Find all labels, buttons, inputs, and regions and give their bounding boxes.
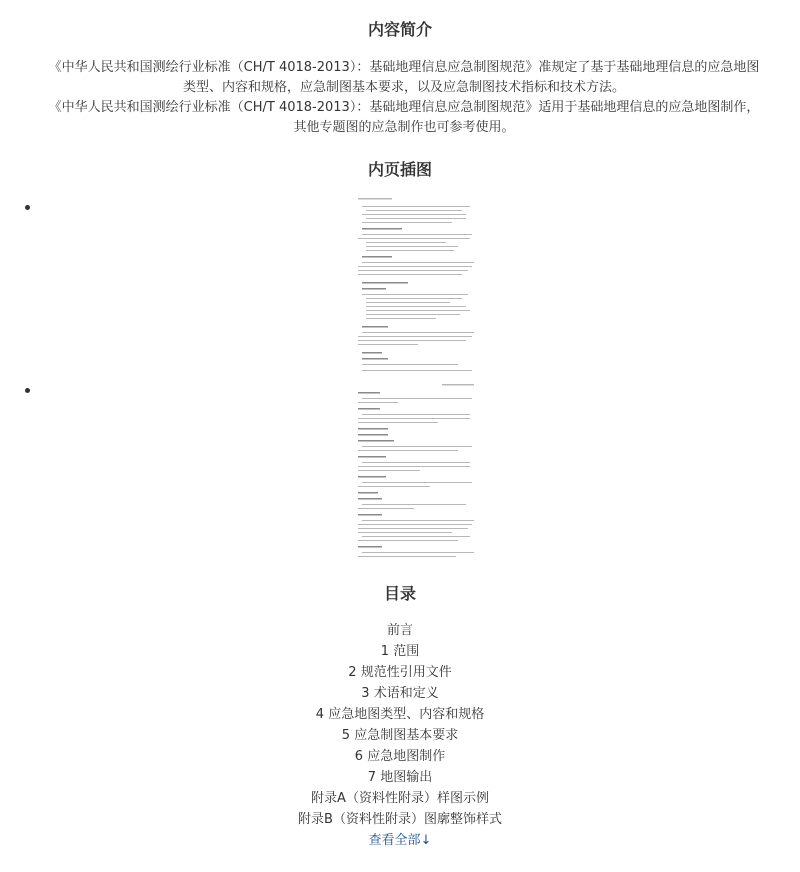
intro-paragraph-2-line-1: 《中华人民共和国测绘行业标准（CH/T 4018-2013）：基础地理信息应急制图规范》适用于基础地理信息的应急地图制作， xyxy=(48,100,760,115)
intro-paragraph-1 xyxy=(24,58,784,98)
page-thumbnail-2[interactable] xyxy=(354,380,478,562)
list-bullet xyxy=(25,388,30,393)
table-of-contents xyxy=(0,620,800,851)
illustrations-section-title: 内页插图 xyxy=(367,160,432,179)
page-thumbnail-1[interactable] xyxy=(354,194,478,376)
toc-item: 5 应急制图基本要求 xyxy=(341,728,459,743)
toc-item: 附录B（资料性附录）图廓整饰样式 xyxy=(298,812,502,827)
intro-paragraph-2-line-2: 其他专题图的应急制作也可参考使用。 xyxy=(293,120,515,135)
toc-item: 4 应急地图类型、内容和规格 xyxy=(315,707,485,722)
list-bullet xyxy=(25,205,30,210)
toc-item: 附录A（资料性附录）样图示例 xyxy=(311,791,489,806)
intro-section-title: 内容简介 xyxy=(367,20,432,39)
toc-item: 1 范围 xyxy=(380,644,420,659)
view-all-link[interactable]: 查看全部↓ xyxy=(368,833,432,848)
toc-section-title: 目录 xyxy=(383,584,416,603)
intro-paragraph-1-line-1: 《中华人民共和国测绘行业标准（CH/T 4018-2013）：基础地理信息应急制图规范》准规定了基于基础地理信息的应急地图 xyxy=(48,60,760,75)
toc-item: 2 规范性引用文件 xyxy=(348,665,452,680)
page-thumbnail-2-image xyxy=(354,380,478,562)
intro-paragraph-1-line-2: 类型、内容和规格，应急制图基本要求，以及应急制图技术指标和技术方法。 xyxy=(182,80,625,95)
toc-item: 6 应急地图制作 xyxy=(354,749,446,764)
intro-paragraph-2 xyxy=(24,98,784,138)
toc-item: 前言 xyxy=(386,623,413,638)
page-thumbnail-1-image xyxy=(354,194,478,376)
toc-item: 7 地图输出 xyxy=(367,770,433,785)
intro-text xyxy=(24,58,784,138)
toc-item: 3 术语和定义 xyxy=(361,686,439,701)
